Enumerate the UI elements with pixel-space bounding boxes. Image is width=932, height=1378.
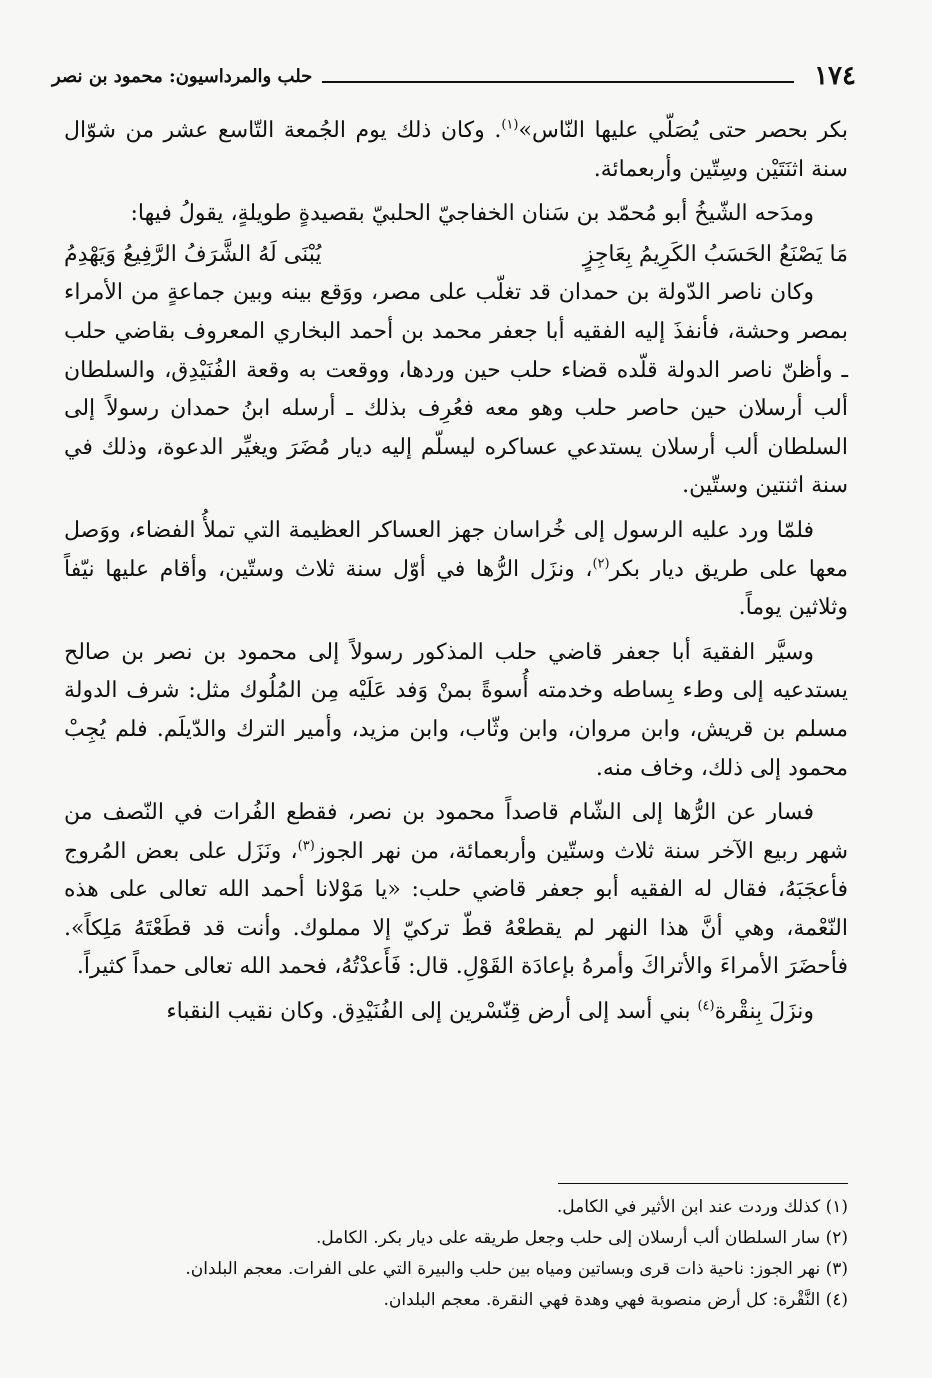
page-header — [52, 56, 856, 96]
paragraph-1-text-b: . وكان ذلك يوم الجُمعة التّاسع عشر من شوّال سنة اثنَتَيْن وسِتّين وأربعمائة. — [64, 118, 848, 182]
footnote-3: (٣) نهر الجوز: ناحية ذات قرى وبساتين ومياه بين حلب والبيرة التي على الفرات. معجم البلدان. — [185, 1259, 848, 1279]
paragraph-7-text-b: بني أسد إلى أرض قِنّسْرين إلى الفُنَيْدِق. وكان نقيب النقباء — [166, 999, 698, 1025]
footnote-ref-4: (٤) — [697, 998, 715, 1014]
poem-verse — [64, 236, 848, 275]
paragraph-6-text-b: ، ونَزَل على بعض المُروج فأعجَبَهُ، فقال له الفقيه أبو جعفر قاضي حلب: «يا مَوْلانا أحمد الله تعالى على هذه النّعْمة، وهي أنَّ هذا النهر لم يقطعْهُ قطّ تركيّ إلا مملوك. وأنت قد قطَعْتَهُ مَلِكاً». فأحضَرَ الأمراءَ والأتراكَ وأمرهُ بإعادَة القَوْلِ. قال: فَأَعدْتُهُ، فحمد الله تعالى حمداً كثيراً. — [64, 838, 848, 980]
main-text — [64, 112, 848, 1032]
footnote-4: (٤) النَّقْرة: كل أرض منصوبة فهي وهدة فهي النقرة. معجم البلدان. — [383, 1290, 848, 1310]
paragraph-5: وسيَّر الفقيهَ أبا جعفر قاضي حلب المذكور رسولاً إلى محمود بن نصر بن صالح يستدعيه إلى وطء بِساطه وخدمته أُسوةً بمنْ وَفد عَلَيْه مِن المُلُوك مثل: شرف الدولة مسلم بن قريش، وابن مروان، وابن وثّاب، وابن مزيد، وأمير الترك والدّيلَم. فلم يُجِبْ محمود إلى ذلك، وخاف منه. — [64, 639, 848, 781]
footnote-2: (٢) سار السلطان ألب أرسلان إلى حلب وجعل طريقه على ديار بكر. الكامل. — [315, 1228, 848, 1248]
paragraph-3: وكان ناصر الدّولة بن حمدان قد تغلّب على مصر، ووَقع بينه وبين جماعةٍ من الأمراء بمصر وحشة، فأنفذَ إليه الفقيه أبا جعفر محمد بن أحمد البخاري المعروف بقاضي حلب ـ وأظنّ ناصر الدولة قلّده قضاء حلب حين وردها، ووقعت به وقعة الفُنَيْدِق، والسلطان ألب أرسلان حين حاصر حلب وهو معه فعُرِف بذلك ـ أرسله ابنُ حمدان رسولاً إلى السلطان ألب أرسلان يستدعي عساكره ليسلّم إليه ديار مُضَرَ ويغيِّر الدعوة، وذلك في سنة اثنتين وستّين. — [64, 280, 848, 499]
paragraph-6-text-a: فسار عن الرُّها إلى الشّام قاصداً محمود بن نصر، فقطع الفُرات في النّصف من شهر ربيع الآخر سنة ثلاث وستّين وأربعمائة، من نهر الجوز — [64, 800, 848, 864]
running-title: حلب والمرداسيون: محمود بن نصر — [52, 65, 313, 87]
paragraph-4-text-b: ، ونزَل الرُّها في أوّل سنة ثلاث وستّين، وأقام عليها نيّفاً وثلاثين يوماً. — [64, 556, 848, 621]
paragraph-7 — [64, 993, 848, 1032]
paragraph-2: ومدَحه الشّيخُ أبو مُحمّد بن سَنان الخفاجيّ الحلبيّ بقصيدةٍ طويلةٍ، يقولُ فيها: — [130, 201, 814, 227]
footnote-ref-2: (٢) — [592, 556, 610, 572]
page-number: ١٧٤ — [814, 61, 856, 91]
paragraph-7-text-a: ونزَلَ بِنقْرة — [714, 999, 814, 1025]
paragraph-6 — [64, 794, 848, 987]
footnote-separator — [558, 1183, 848, 1184]
footnote-ref-3: (٣) — [297, 838, 315, 854]
verse-first-hemistich: مَا يَصْنَعُ الحَسَبُ الكَرِيمُ بِعَاجِزٍ — [582, 241, 848, 267]
paragraph-4-text-a: فلمّا ورد عليه الرسول إلى خُراسان جهز العساكر العظيمة التي تملأُ الفضاء، ووَصل معها على طريق ديار بكر — [64, 517, 848, 582]
paragraph-4 — [64, 512, 848, 628]
paragraph-1 — [64, 112, 848, 189]
footnote-ref-1: (١) — [501, 117, 519, 133]
paragraph-1-text-a: بكر بحصر حتى يُصَلّي عليها النّاس» — [518, 118, 848, 143]
footnote-1: (١) كذلك وردت عند ابن الأثير في الكامل. — [556, 1197, 848, 1217]
header-rule — [322, 81, 794, 83]
verse-second-hemistich: يُبْنَى لَهُ الشَّرَفُ الرَّفِيعُ وَيَهْدِمُ — [64, 241, 322, 267]
footnotes — [64, 1192, 848, 1316]
